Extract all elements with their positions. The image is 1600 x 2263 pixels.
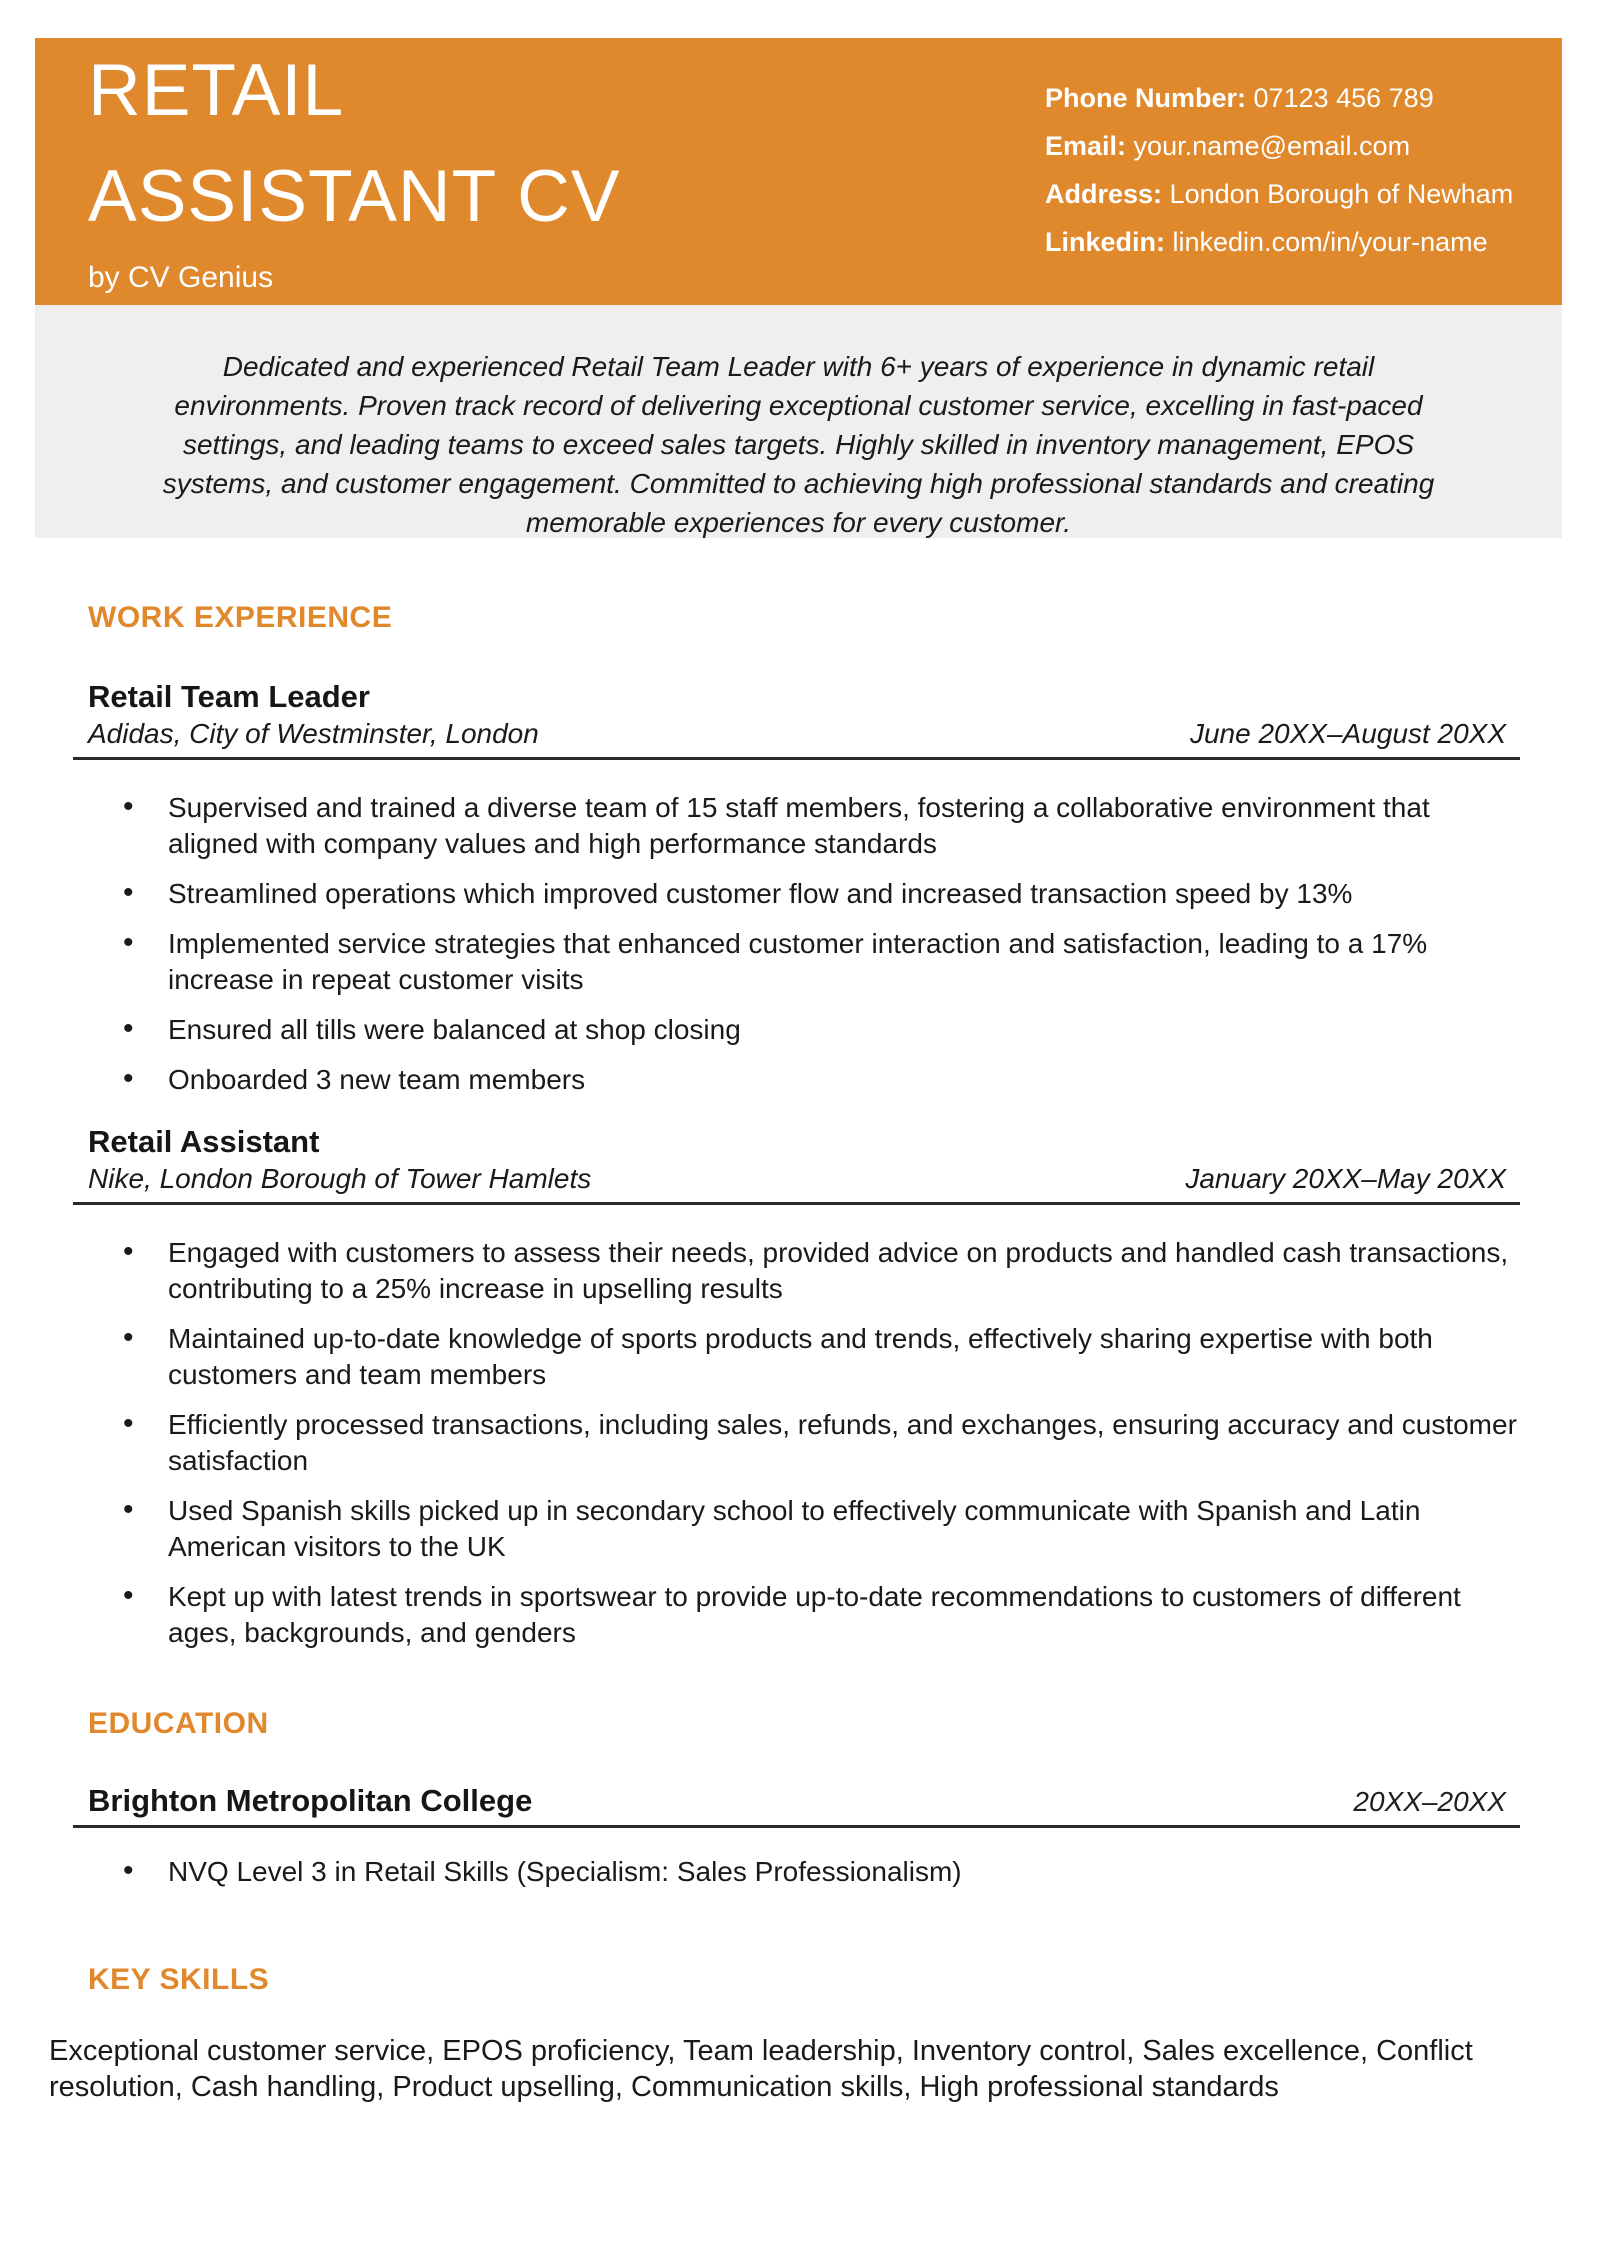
job-bullet: • Kept up with latest trends in sportswear to provide up-to-date recommendations to customers of different ages, backgrounds, and genders bbox=[168, 1579, 1520, 1651]
job-bullet-list bbox=[168, 1235, 1520, 1651]
linkedin-value: linkedin.com/in/your-name bbox=[1172, 227, 1488, 257]
job-subrow bbox=[88, 717, 1506, 751]
job-bullet: • Engaged with customers to assess their needs, provided advice on products and handled cash transactions, contributing to a 25% increase in upselling results bbox=[168, 1235, 1520, 1307]
job-bullet: • Used Spanish skills picked up in secondary school to effectively communicate with Spanish and Latin American visitors to the UK bbox=[168, 1493, 1520, 1565]
email-label: Email: bbox=[1045, 131, 1127, 161]
job-bullet: • Implemented service strategies that enhanced customer interaction and satisfaction, leading to a 17% increase in repeat customer visits bbox=[168, 926, 1520, 998]
page-title-line1: RETAIL bbox=[88, 50, 345, 131]
education-entry bbox=[0, 1784, 1600, 1890]
section-heading-education: EDUCATION bbox=[88, 1707, 269, 1740]
contact-phone bbox=[1045, 74, 1513, 122]
job-company: Adidas, City of Westminster, London bbox=[88, 718, 539, 749]
main-content bbox=[0, 538, 1600, 2105]
job-bullet-list bbox=[168, 790, 1520, 1098]
education-bullet-list bbox=[168, 1854, 1520, 1890]
job-entry-retail-assistant bbox=[0, 1124, 1600, 1651]
summary-box bbox=[35, 305, 1562, 538]
divider bbox=[73, 757, 1520, 760]
job-subrow bbox=[88, 1162, 1506, 1196]
job-company: Nike, London Borough of Tower Hamlets bbox=[88, 1163, 592, 1194]
section-heading-work-experience: WORK EXPERIENCE bbox=[88, 601, 393, 634]
section-heading-key-skills: KEY SKILLS bbox=[88, 1963, 270, 1996]
job-bullet: • Supervised and trained a diverse team of 15 staff members, fostering a collaborative environment that aligned with company values and high performance standards bbox=[168, 790, 1520, 862]
page-title-line2: ASSISTANT CV bbox=[88, 156, 621, 237]
education-row bbox=[88, 1784, 1506, 1819]
job-bullet: • Streamlined operations which improved customer flow and increased transaction speed by 13% bbox=[168, 876, 1520, 912]
contact-linkedin bbox=[1045, 218, 1513, 266]
contact-email bbox=[1045, 122, 1513, 170]
linkedin-label: Linkedin: bbox=[1045, 227, 1165, 257]
address-label: Address: bbox=[1045, 179, 1163, 209]
job-bullet: • Efficiently processed transactions, including sales, refunds, and exchanges, ensuring accuracy and customer satisfaction bbox=[168, 1407, 1520, 1479]
job-bullet: • Ensured all tills were balanced at shop closing bbox=[168, 1012, 1520, 1048]
phone-value: 07123 456 789 bbox=[1253, 83, 1434, 113]
education-bullet: • NVQ Level 3 in Retail Skills (Specialism: Sales Professionalism) bbox=[168, 1854, 1520, 1890]
job-bullet: • Onboarded 3 new team members bbox=[168, 1062, 1520, 1098]
job-title: Retail Assistant bbox=[88, 1124, 320, 1159]
header-band bbox=[35, 38, 1562, 305]
email-value: your.name@email.com bbox=[1133, 131, 1411, 161]
key-skills-text: Exceptional customer service, EPOS proficiency, Team leadership, Inventory control, Sales excellence, Conflict resolution, Cash handling, Product upselling, Communication skills, High professional standards bbox=[49, 2035, 1473, 2103]
page-title bbox=[88, 38, 621, 250]
job-title: Retail Team Leader bbox=[88, 679, 370, 714]
job-dates: June 20XX–August 20XX bbox=[1189, 718, 1506, 749]
contact-address bbox=[1045, 170, 1513, 218]
education-dates: 20XX–20XX bbox=[1353, 1786, 1506, 1817]
page-subtitle: by CV Genius bbox=[88, 261, 274, 294]
divider bbox=[73, 1825, 1520, 1828]
job-bullet: • Maintained up-to-date knowledge of sports products and trends, effectively sharing expertise with both customers and team members bbox=[168, 1321, 1520, 1393]
phone-label: Phone Number: bbox=[1045, 83, 1247, 113]
job-entry-retail-team-leader bbox=[0, 679, 1600, 1098]
divider bbox=[73, 1202, 1520, 1205]
summary-text: Dedicated and experienced Retail Team Leader with 6+ years of experience in dynamic retail environments. Proven track record of delivering exceptional customer service, excelling in fast-paced settings, and leading teams to exceed sales targets. Highly skilled in inventory management, EPOS systems, and customer engagement. Committed to achieving high professional standards and creating memorable experiences for every customer. bbox=[162, 351, 1435, 538]
address-value: London Borough of Newham bbox=[1169, 179, 1514, 209]
job-dates: January 20XX–May 20XX bbox=[1185, 1163, 1506, 1194]
education-school: Brighton Metropolitan College bbox=[88, 1783, 533, 1818]
contact-block bbox=[1045, 74, 1513, 266]
